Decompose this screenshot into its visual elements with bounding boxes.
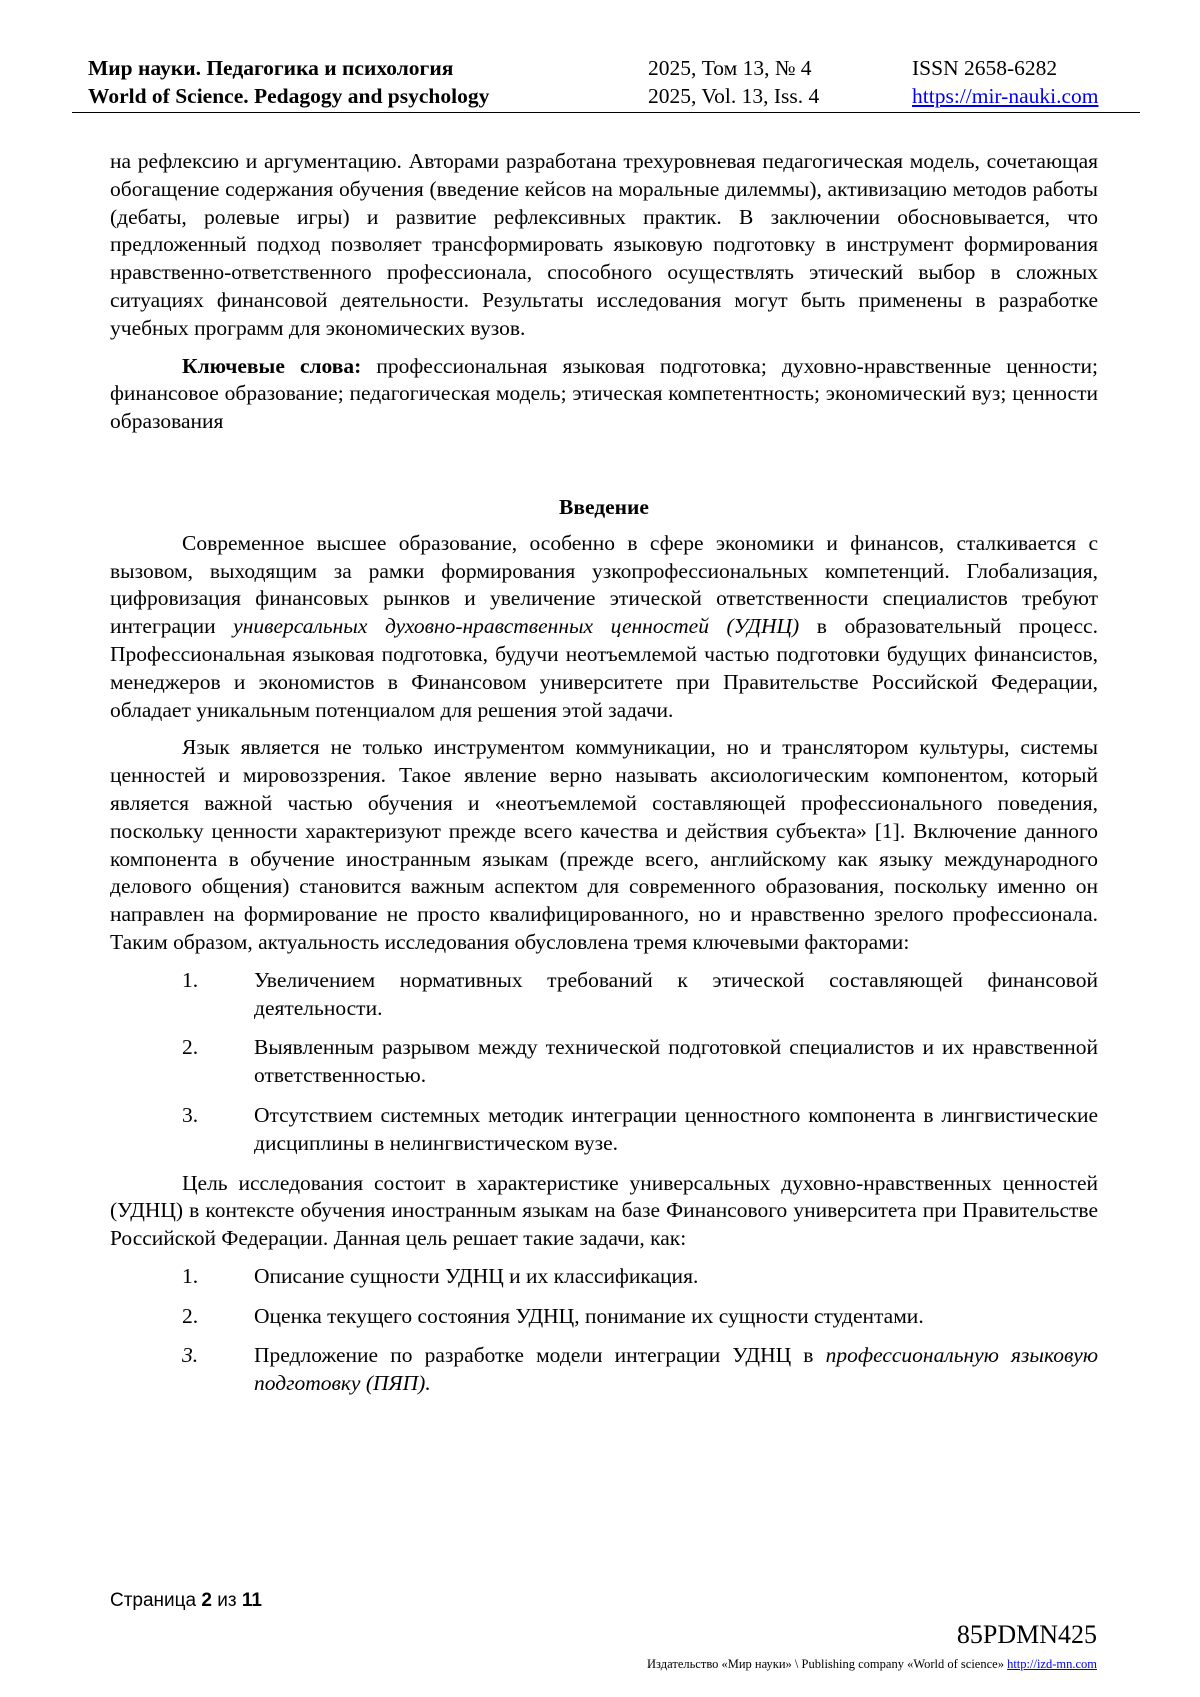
list-item-number: 3. <box>182 1343 199 1368</box>
list-item-text: Описание сущности УДНЦ и их классификация. <box>254 1263 699 1288</box>
journal-url-link[interactable]: https://mir-nauki.com <box>912 84 1099 108</box>
intro-paragraph-2: Язык является не только инструментом коммуникации, но и транслятором культуры, системы ценностей и мировоззрения. Такое явление верно называть аксиологическим компонентом, который является важной частью обучения и «неотъемлемой составляющей профессионального поведения, поскольку ценности характеризуют прежде всего качества и действия субъекта» [1]. Включение данного компонента в обучение иностранным языкам (прежде всего, английскому как языку международного делового общения) становится важным аспектом для современного образования, поскольку именно он направлен на формирование не просто квалифицированного, но и нравственно зрелого профессионала. Таким образом, актуальность исследования обусловлена тремя ключевыми факторами: <box>110 735 1098 954</box>
list-item <box>110 1342 1098 1398</box>
list-item <box>110 1102 1098 1158</box>
intro-p1-text-b: в образовательный процесс. Профессиональная языковая подготовка, будучи неотъемлемой частью подготовки будущих финансистов, менеджеров и экономистов в Финансовом университете при Правительстве Российской Федерации, обладает уникальным потенциалом для решения этой задачи. <box>110 614 1098 722</box>
list-item <box>110 1303 1098 1331</box>
section-heading-introduction: Введение <box>559 494 649 519</box>
list-item-number: 2. <box>182 1303 199 1328</box>
list-item <box>110 1034 1098 1090</box>
of-label: из <box>211 1590 242 1611</box>
tasks-list <box>110 1263 1098 1398</box>
publisher-text: Издательство «Мир науки» \ Publishing company «World of science» <box>647 1657 1008 1671</box>
issue-ru: 2025, Том 13, № 4 <box>648 56 812 80</box>
list-item-text: Увеличением нормативных требований к этической составляющей финансовой деятельности. <box>254 967 1098 1020</box>
journal-ids <box>912 54 1098 110</box>
intro-paragraph-1 <box>110 530 1098 725</box>
keywords-label: Ключевые слова: <box>182 353 362 378</box>
issue-en: 2025, Vol. 13, Iss. 4 <box>648 84 820 108</box>
factors-list <box>110 967 1098 1158</box>
list-item-number: 2. <box>182 1035 199 1060</box>
journal-title <box>88 54 489 110</box>
intro-p1-text-a: Современное высшее образование, особенно в сфере экономики и финансов, сталкивается с вызовом, выходящим за рамки формирования узкопрофессиональных компетенций. Глобализация, цифровизация финансовых рынков и увеличение этической ответственности специалистов требуют интеграции <box>110 530 1098 639</box>
publisher-url-link[interactable]: http://izd-mn.com <box>1007 1657 1097 1671</box>
list-item-text: Предложение по разработке модели интеграции УДНЦ в <box>254 1343 826 1368</box>
list-item <box>110 967 1098 1023</box>
list-item-text: Выявленным разрывом между технической подготовкой специалистов и их нравственной ответственностью. <box>254 1035 1098 1088</box>
list-item-italic: профессиональную языковую подготовку (ПЯП). <box>254 1343 1098 1396</box>
list-item-text: Оценка текущего состояния УДНЦ, понимание их сущности студентами. <box>254 1303 924 1328</box>
keywords-text: профессиональная языковая подготовка; духовно-нравственные ценности; финансовое образование; педагогическая модель; этическая компетентность; экономический вуз; ценности образования <box>110 353 1098 434</box>
page-total: 11 <box>241 1590 262 1611</box>
list-item <box>110 1263 1098 1291</box>
issn: ISSN 2658-6282 <box>912 56 1058 80</box>
page-label: Страница <box>110 1590 202 1611</box>
intro-paragraph-3: Цель исследования состоит в характеристике универсальных духовно-нравственных ценностей (УДНЦ) в контексте обучения иностранным языкам на базе Финансового университета при Правительстве Российской Федерации. Данная цель решает такие задачи, как: <box>110 1170 1098 1251</box>
article-body <box>110 148 1098 1410</box>
publisher-line <box>647 1657 1097 1672</box>
abstract-tail: на рефлексию и аргументацию. Авторами разработана трехуровневая педагогическая модель, сочетающая обогащение содержания обучения (введение кейсов на моральные дилеммы), активизацию методов работы (дебаты, ролевые игры) и развитие рефлексивных практик. В заключении обосновывается, что предложенный подход позволяет трансформировать языковую подготовку в инструмент формирования нравственно-ответственного профессионала, способного осуществлять этический выбор в сложных ситуациях финансовой деятельности. Результаты исследования могут быть применены в разработке учебных программ для экономических вузов. <box>110 149 1098 340</box>
page-counter <box>110 1590 262 1612</box>
journal-issue <box>648 54 819 110</box>
list-item-number: 3. <box>182 1102 199 1127</box>
list-item-number: 1. <box>182 1263 199 1288</box>
journal-title-en: World of Science. Pedagogy and psychology <box>88 84 490 108</box>
page-number: 2 <box>201 1590 212 1611</box>
journal-header <box>72 54 1140 113</box>
article-code: 85PDMN425 <box>956 1620 1097 1649</box>
keywords-paragraph <box>110 353 1098 436</box>
intro-p1-italic: универсальных духовно-нравственных ценностей (УДНЦ) <box>233 614 800 639</box>
list-item-number: 1. <box>182 967 199 992</box>
journal-title-ru: Мир науки. Педагогика и психология <box>88 56 454 80</box>
list-item-text: Отсутствием системных методик интеграции ценностного компонента в лингвистические дисциплины в нелингвистическом вузе. <box>254 1102 1098 1155</box>
